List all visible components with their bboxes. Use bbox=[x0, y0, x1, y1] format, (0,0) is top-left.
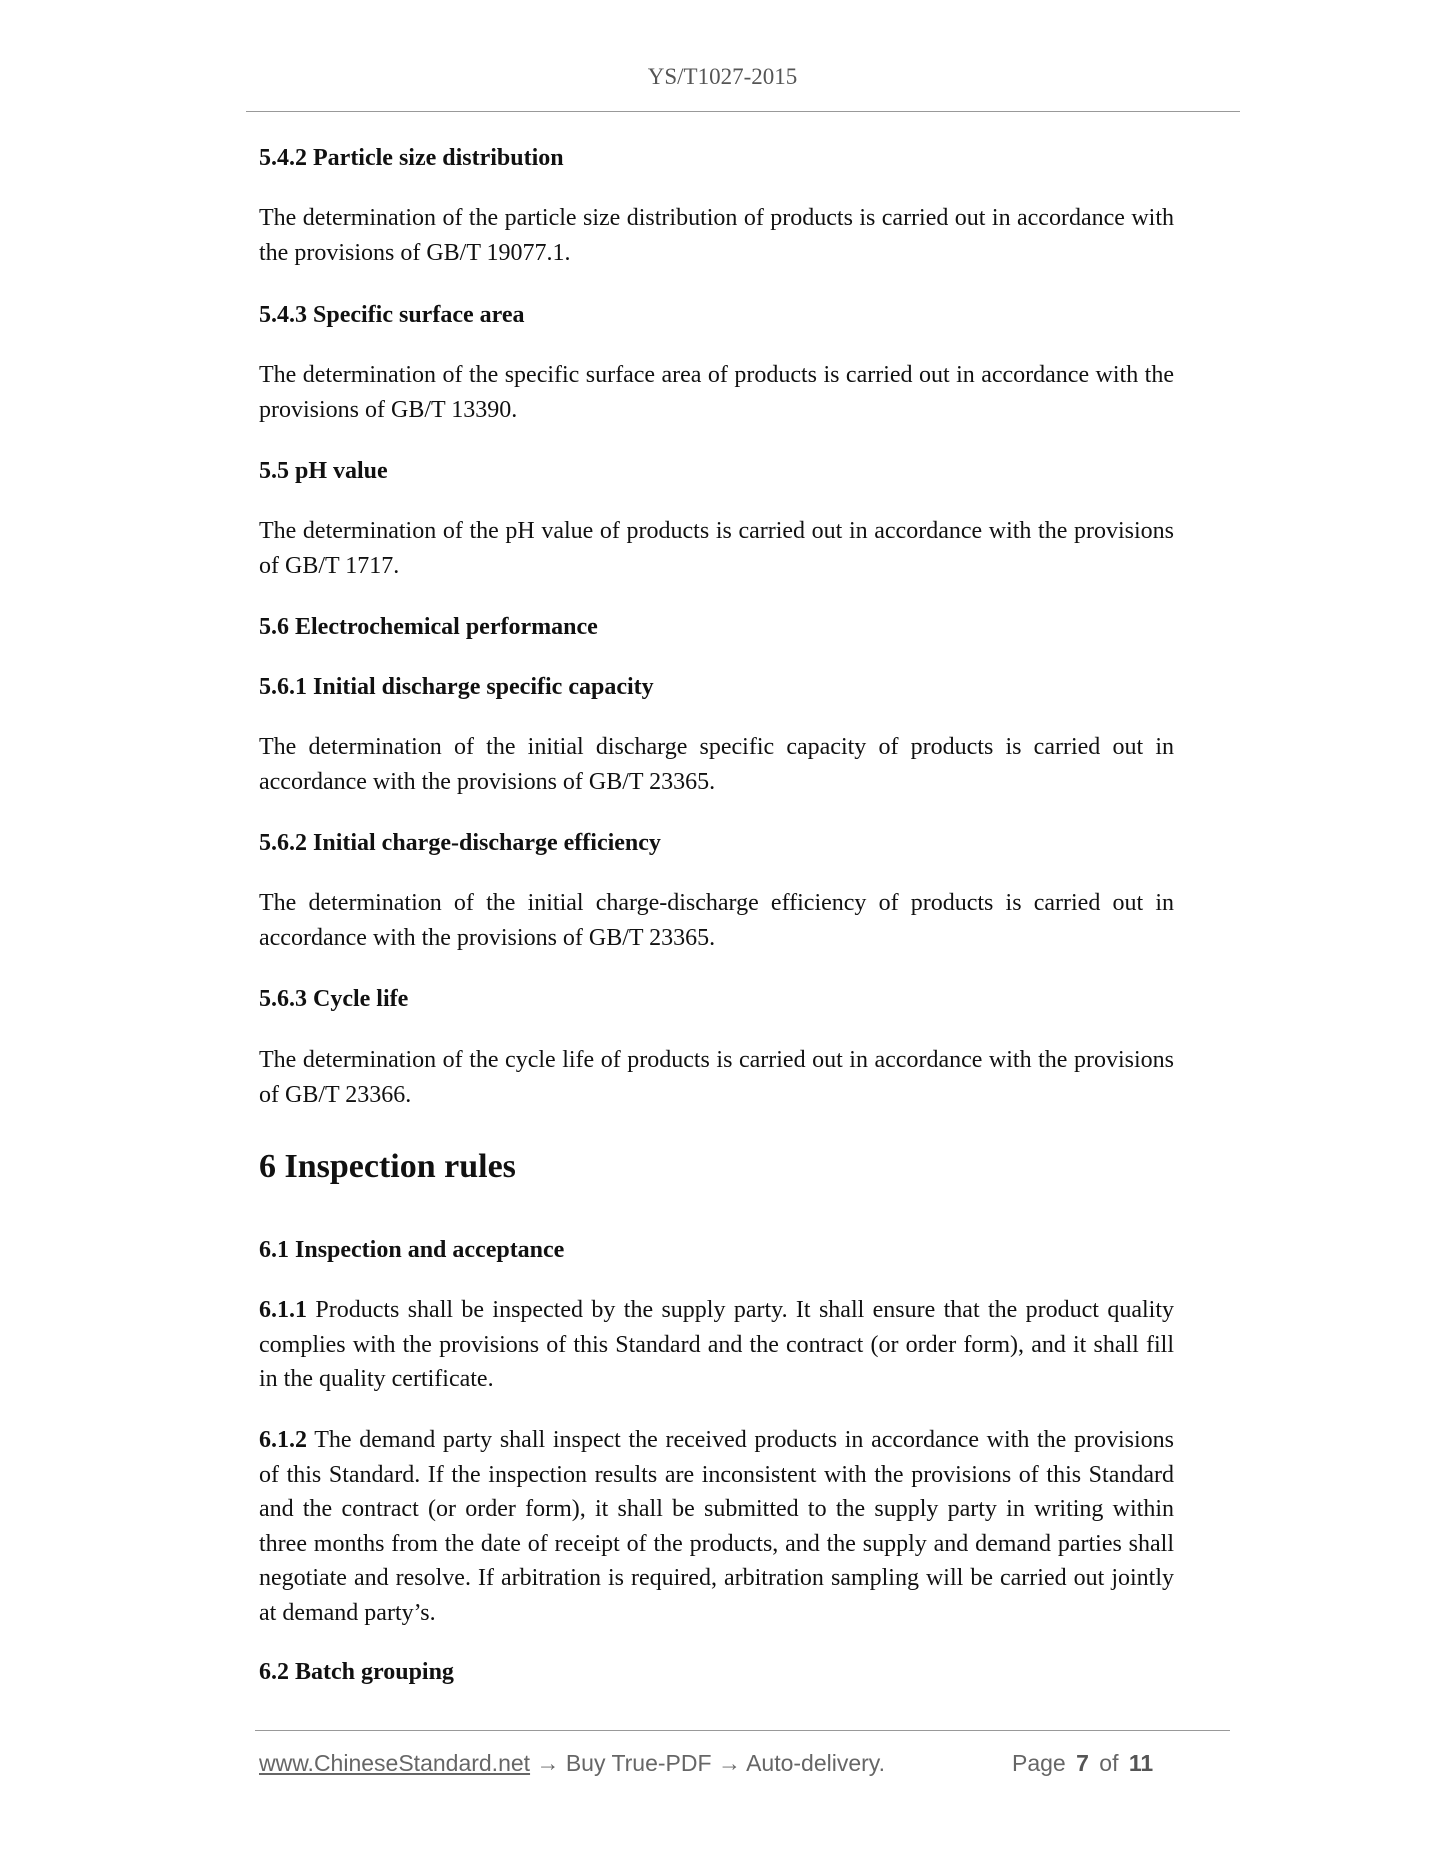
section-heading: 6.2 Batch grouping bbox=[259, 1659, 454, 1685]
paragraph: The determination of the particle size distribution of products is carried out in accordance with the provisions of GB/T 19077.1. bbox=[259, 205, 1174, 266]
website-link[interactable]: www.ChineseStandard.net bbox=[259, 1750, 531, 1776]
section-heading: 5.6.1 Initial discharge specific capacity bbox=[259, 674, 654, 700]
document-id-header: YS/T1027-2015 bbox=[647, 64, 798, 89]
clause-number: 6.1.2 bbox=[259, 1427, 307, 1453]
total-pages: 11 bbox=[1128, 1750, 1154, 1776]
clause-6-1-1 bbox=[259, 1293, 1174, 1397]
page-number bbox=[1012, 1750, 1153, 1777]
section-heading: 5.6.2 Initial charge-discharge efficiency bbox=[259, 830, 661, 856]
paragraph: The determination of the initial charge-discharge efficiency of products is carried out in accordance with the provisions of GB/T 23365. bbox=[259, 890, 1174, 951]
section-heading: 5.4.3 Specific surface area bbox=[259, 302, 525, 328]
paragraph: The determination of the specific surface area of products is carried out in accordance with the provisions of GB/T 13390. bbox=[259, 362, 1174, 423]
arrow-icon: → bbox=[717, 1750, 741, 1776]
chapter-heading: 6 Inspection rules bbox=[259, 1148, 516, 1185]
section-heading: 5.4.2 Particle size distribution bbox=[259, 145, 564, 171]
arrow-icon: → bbox=[536, 1750, 560, 1776]
page-label: Page bbox=[1012, 1750, 1066, 1776]
current-page: 7 bbox=[1076, 1750, 1089, 1776]
buy-text: Buy True-PDF bbox=[565, 1750, 712, 1776]
section-heading: 5.6 Electrochemical performance bbox=[259, 614, 598, 640]
paragraph: The determination of the pH value of products is carried out in accordance with the provisions of GB/T 1717. bbox=[259, 518, 1174, 579]
section-heading: 5.5 pH value bbox=[259, 458, 388, 484]
paragraph: The determination of the initial discharge specific capacity of products is carried out in accordance with the provisions of GB/T 23365. bbox=[259, 734, 1174, 795]
clause-text: The demand party shall inspect the received products in accordance with the provisions of this Standard. If the inspection results are inconsistent with the provisions of this Standard and the contract (or order form), it shall be submitted to the supply party in writing within three months from the date of receipt of the products, and the supply and demand parties shall negotiate and resolve. If arbitration is required, arbitration sampling will be carried out jointly at demand party’s. bbox=[259, 1427, 1174, 1626]
clause-number: 6.1.1 bbox=[259, 1297, 307, 1323]
footer-divider bbox=[255, 1730, 1230, 1731]
clause-text: Products shall be inspected by the supply party. It shall ensure that the product quality complies with the provisions of this Standard and the contract (or order form), and it shall fill in the quality certificate. bbox=[259, 1297, 1174, 1393]
clause-6-1-2 bbox=[259, 1423, 1174, 1631]
section-heading: 5.6.3 Cycle life bbox=[259, 986, 409, 1012]
header-divider bbox=[246, 111, 1240, 112]
delivery-text: Auto-delivery. bbox=[746, 1750, 885, 1776]
section-heading: 6.1 Inspection and acceptance bbox=[259, 1237, 565, 1263]
of-label: of bbox=[1099, 1750, 1119, 1776]
paragraph: The determination of the cycle life of products is carried out in accordance with the provisions of GB/T 23366. bbox=[259, 1047, 1174, 1108]
footer-promo bbox=[259, 1750, 885, 1777]
